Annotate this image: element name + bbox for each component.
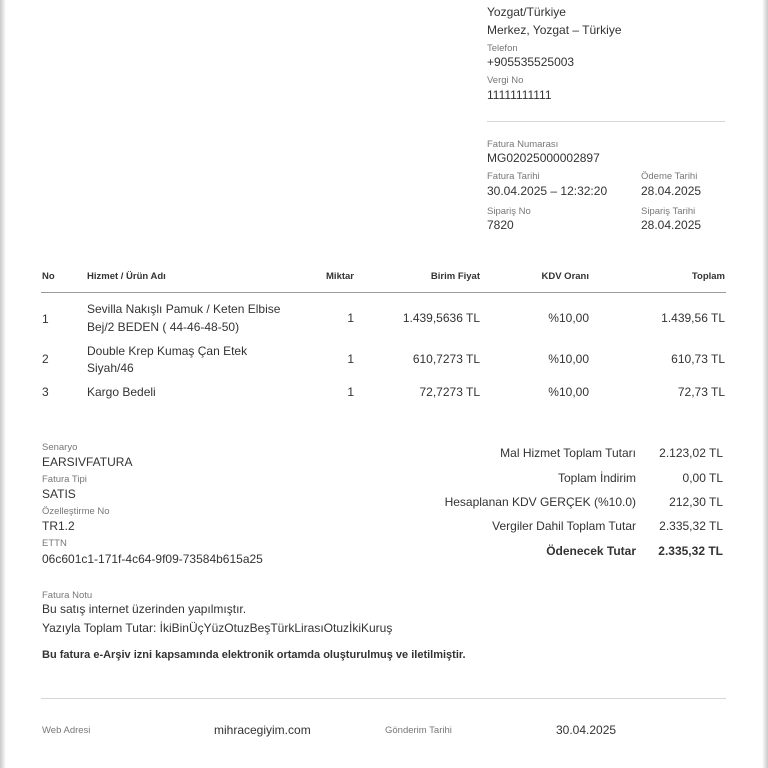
row-product-name: Double Krep Kumaş Çan Etek [87,344,248,358]
tax-no-value: 11111111111 [487,88,552,102]
row-vat: %10,00 [548,385,589,399]
order-date-label: Sipariş Tarihi [641,206,696,217]
tax-no-label: Vergi No [487,75,524,86]
totals-value: 2.123,02 TL [659,446,723,460]
row-no: 1 [42,312,49,326]
row-unit-price: 72,7273 TL [419,385,480,399]
totals-label: Toplam İndirim [557,471,636,485]
seller-address-line1: Yozgat/Türkiye [487,5,566,19]
row-product-name: Kargo Bedeli [87,385,156,399]
totals-value: 212,30 TL [669,495,723,509]
row-qty: 1 [347,385,354,399]
payable-label: Ödenecek Tutar [546,544,636,558]
note-line2: Yazıyla Toplam Tutar: İkiBinÜçYüzOtuzBeşTürkLirasıOtuzİkiKuruş [42,621,393,635]
col-header-unit-price: Birim Fiyat [430,271,480,282]
order-date: 28.04.2025 [641,218,702,232]
payment-date: 28.04.2025 [641,184,702,198]
phone-label: Telefon [487,43,518,54]
row-qty: 1 [347,352,354,366]
totals-label: Vergiler Dahil Toplam Tutar [492,519,636,533]
table-header-divider [41,292,726,293]
page-shadow-right [762,0,768,768]
web-address-label: Web Adresi [42,725,91,736]
note-line1: Bu satış internet üzerinden yapılmıştır. [42,602,247,616]
col-header-no: No [42,271,55,282]
page-shadow-left [0,0,6,768]
order-no-label: Sipariş No [487,206,531,217]
invoice-date: 30.04.2025 – 12:32:20 [487,184,608,198]
seller-divider [487,121,725,122]
invoice-type-value: SATIS [42,487,76,501]
web-address-link[interactable]: mihracegiyim.com [214,723,311,737]
invoice-date-label: Fatura Tarihi [487,171,540,182]
customization-label: Özelleştirme No [42,506,110,517]
totals-label: Mal Hizmet Toplam Tutarı [500,446,636,460]
row-product-variant: Bej/2 BEDEN ( 44-46-48-50) [87,320,240,334]
invoice-number: MG02025000002897 [487,151,600,165]
row-no: 3 [42,385,49,399]
col-header-vat: KDV Oranı [541,271,589,282]
ettn-value: 06c601c1-171f-4c64-9f09-73584b615a25 [42,552,263,566]
note-label: Fatura Notu [42,590,93,601]
col-header-product: Hizmet / Ürün Adı [87,271,166,282]
row-total: 72,73 TL [677,385,725,399]
row-unit-price: 610,7273 TL [412,352,480,366]
totals-value: 0,00 TL [682,471,723,485]
row-unit-price: 1.439,5636 TL [402,311,480,325]
phone-value: +905535525003 [487,55,575,69]
earsiv-statement: Bu fatura e-Arşiv izni kapsamında elektronik ortamda oluşturulmuş ve iletilmiştir. [42,649,466,661]
row-vat: %10,00 [548,311,589,325]
sent-date-label: Gönderim Tarihi [385,725,452,736]
row-vat: %10,00 [548,352,589,366]
scenario-label: Senaryo [42,442,78,453]
order-no: 7820 [487,218,514,232]
invoice-type-label: Fatura Tipi [42,474,87,485]
customization-value: TR1.2 [42,519,75,533]
invoice-number-label: Fatura Numarası [487,139,559,150]
row-product-variant: Siyah/46 [87,361,134,375]
ettn-label: ETTN [42,538,67,549]
scenario-value: EARSIVFATURA [42,455,133,469]
payable-value: 2.335,32 TL [658,544,723,558]
row-total: 1.439,56 TL [661,311,725,325]
totals-value: 2.335,32 TL [659,519,723,533]
sent-date-value: 30.04.2025 [556,723,617,737]
footer-divider [41,698,726,699]
col-header-qty: Miktar [326,271,354,282]
row-no: 2 [42,352,49,366]
col-header-total: Toplam [691,271,725,282]
seller-address-line2: Merkez, Yozgat – Türkiye [487,23,622,37]
row-product-name: Sevilla Nakışlı Pamuk / Keten Elbise [87,302,281,316]
row-total: 610,73 TL [671,352,725,366]
row-qty: 1 [347,311,354,325]
totals-label: Hesaplanan KDV GERÇEK (%10.0) [444,495,636,509]
payment-date-label: Ödeme Tarihi [641,171,698,182]
